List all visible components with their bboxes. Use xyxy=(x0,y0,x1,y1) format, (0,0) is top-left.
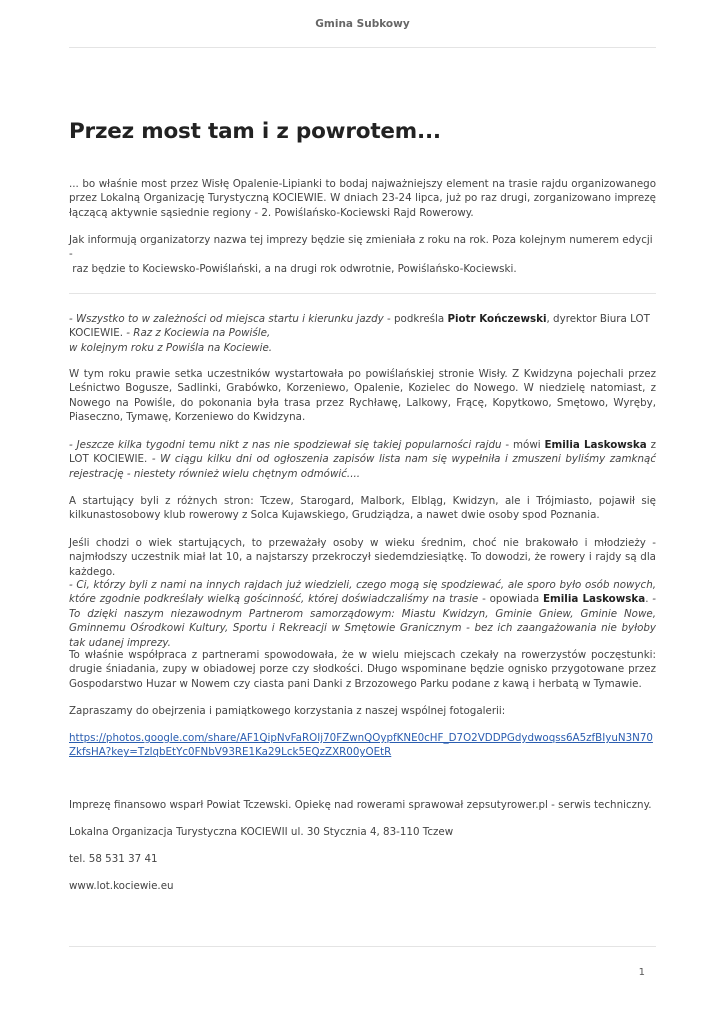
quote1-italic-cont: - Raz z Kociewia na Powiśle, xyxy=(126,327,271,340)
website-paragraph xyxy=(69,879,656,893)
address-paragraph xyxy=(69,825,656,839)
quote3-speaker: Emilia Laskowska xyxy=(543,593,646,606)
quote3-italic: - Ci, którzy byli z nami na innych rajdach już wiedzieli, czego mogą się spodziewać, ale sporo było osób nowych, które zgodnie podkreślały wielką gościnność, której doświadczaliśmy na trasie xyxy=(69,579,656,606)
quote2-speaker: Emilia Laskowska xyxy=(544,439,647,451)
route-text: W tym roku prawie setka uczestników wystartowała po powiślańskiej stronie Wisły. Z Kwidzyna pojechali przez Leśnictwo Bogusze, Sadlinki, Grabówko, Korzeniewo, Opalenie, Kozielec do Nowego. W niedzielę natomiast, z Nowego na Powiśle, do pokonania była trasa przez Rychławę, Lalkowy, Frącę, Kopytkowo, Smętowo, Wyręby, Piaseczno, Tymawę, Korzeniewo do Kwidzyna. xyxy=(69,368,656,424)
partners-text: To właśnie współpraca z partnerami spowodowała, że w wielu miejscach czekały na rowerzystów poczęstunki: drugie śniadania, zupy w obiadowej porze czy słodkości. Długo wspominane będzie ognisko przygotowane przez Gospodarstwo Huzar w Nowem czy ciasta pani Danki z Brzozowego Parku podane z kawą i herbatą w Tymawie. xyxy=(69,649,656,690)
naming-paragraph xyxy=(69,233,656,276)
origins-paragraph xyxy=(69,494,656,523)
gallery-paragraph xyxy=(69,704,656,718)
site-header: Gmina Subkowy xyxy=(315,18,410,30)
quote2-attrib: - mówi xyxy=(501,439,545,451)
website-text: www.lot.kociewie.eu xyxy=(69,880,174,892)
phone-paragraph xyxy=(69,852,656,866)
route-paragraph xyxy=(69,367,656,425)
intro-paragraph xyxy=(69,177,656,220)
quote2-role: z LOT KOCIEWIE. xyxy=(69,439,656,466)
partners-paragraph xyxy=(69,648,656,691)
funding-text: Imprezę finansowo wsparł Powiat Tczewski. Opiekę nad rowerami sprawował zepsutyrower.pl - serwis techniczny. xyxy=(69,799,652,811)
naming-text-line2: raz będzie to Kociewsko-Powiślański, a na drugi rok odwrotnie, Powiślańsko-Kociewski. xyxy=(69,262,517,275)
naming-text-line1: Jak informują organizatorzy nazwa tej imprezy będzie się zmieniała z roku na rok. Poza kolejnym numerem edycji - xyxy=(69,234,653,261)
funding-paragraph xyxy=(69,798,656,812)
quote2-italic: - Jeszcze kilka tygodni temu nikt z nas nie spodziewał się takiej popularności rajdu xyxy=(69,439,502,451)
quote-laskowska-2 xyxy=(69,578,656,650)
quote-konczewski xyxy=(69,312,656,355)
quote3-sep: . xyxy=(645,593,653,606)
header-divider xyxy=(69,47,656,48)
quote1-speaker: Piotr Kończewski xyxy=(447,313,547,325)
quote2-italic-cont: - W ciągu kilku dni od ogłoszenia zapisów lista nam się wypełniła i zmuszeni byliśmy zamknąć rejestrację - niestety również wielu chętnym odmówić.... xyxy=(69,453,656,480)
section-divider xyxy=(69,293,656,294)
gallery-text: Zapraszamy do obejrzenia i pamiątkowego korzystania z naszej wspólnej fotogalerii: xyxy=(69,705,506,717)
gallery-link[interactable]: https://photos.google.com/share/AF1QipNvFaROIj70FZwnQOypfKNE0cHF_D7O2VDDPGdydwoqss6A5zfBIyuN3N70ZkfsHA?key=TzlqbEtYc0FNbV93RE1Ka29Lck5EQzZXR00yOEtR xyxy=(69,732,653,759)
article-title: Przez most tam i z powrotem... xyxy=(69,119,441,144)
address-text: Lokalna Organizacja Turystyczna KOCIEWII ul. 30 Stycznia 4, 83-110 Tczew xyxy=(69,826,454,838)
origins-text: A startujący byli z różnych stron: Tczew, Starogard, Malbork, Elbląg, Kwidzyn, ale i Trójmiasto, pojawił się kilkunastosobowy klub rowerowy z Solca Kujawskiego, Grudziądza, a nawet dwie osoby spod Poznania. xyxy=(69,495,656,522)
gallery-link-block xyxy=(69,731,656,760)
quote1-role: , dyrektor Biura LOT KOCIEWIE. xyxy=(69,313,650,340)
footer-divider xyxy=(69,946,656,947)
quote3-attrib: - opowiada xyxy=(478,593,544,606)
quote1-italic-end: w kolejnym roku z Powiśla na Kociewie. xyxy=(69,341,273,354)
age-text: Jeśli chodzi o wiek startujących, to przeważały osoby w wieku średnim, choć nie brakowało i młodzieży - najmłodszy uczestnik miał lat 10, a najstarszy przekroczył siedemdziesiątkę. To dowodzi, że rowery i rajdy są dla każdego. xyxy=(69,537,656,578)
quote1-italic: - Wszystko to w zależności od miejsca startu i kierunku jazdy xyxy=(69,313,384,325)
quote-laskowska-1 xyxy=(69,438,656,481)
age-paragraph xyxy=(69,536,656,579)
quote3-italic-cont: - To dzięki naszym niezawodnym Partnerom samorządowym: Miastu Kwidzyn, Gminie Gniew, Gminie Nowe, Gminnemu Ośrodkowi Kultury, Sportu i Rekreacji w Smętowie Granicznym - bez ich zaangażowania nie byłoby tak udanej imprezy. xyxy=(69,593,657,649)
quote1-attrib: - podkreśla xyxy=(383,313,448,325)
page-number: 1 xyxy=(638,967,645,978)
intro-text: ... bo właśnie most przez Wisłę Opalenie-Lipianki to bodaj najważniejszy element na trasie rajdu organizowanego przez Lokalną Organizację Turystyczną KOCIEWIE. W dniach 23-24 lipca, już po raz drugi, zorganizowano imprezę łączącą aktywnie sąsiednie regiony - 2. Powiślańsko-Kociewski Rajd Rowerowy. xyxy=(69,178,656,219)
phone-text: tel. 58 531 37 41 xyxy=(69,853,158,865)
